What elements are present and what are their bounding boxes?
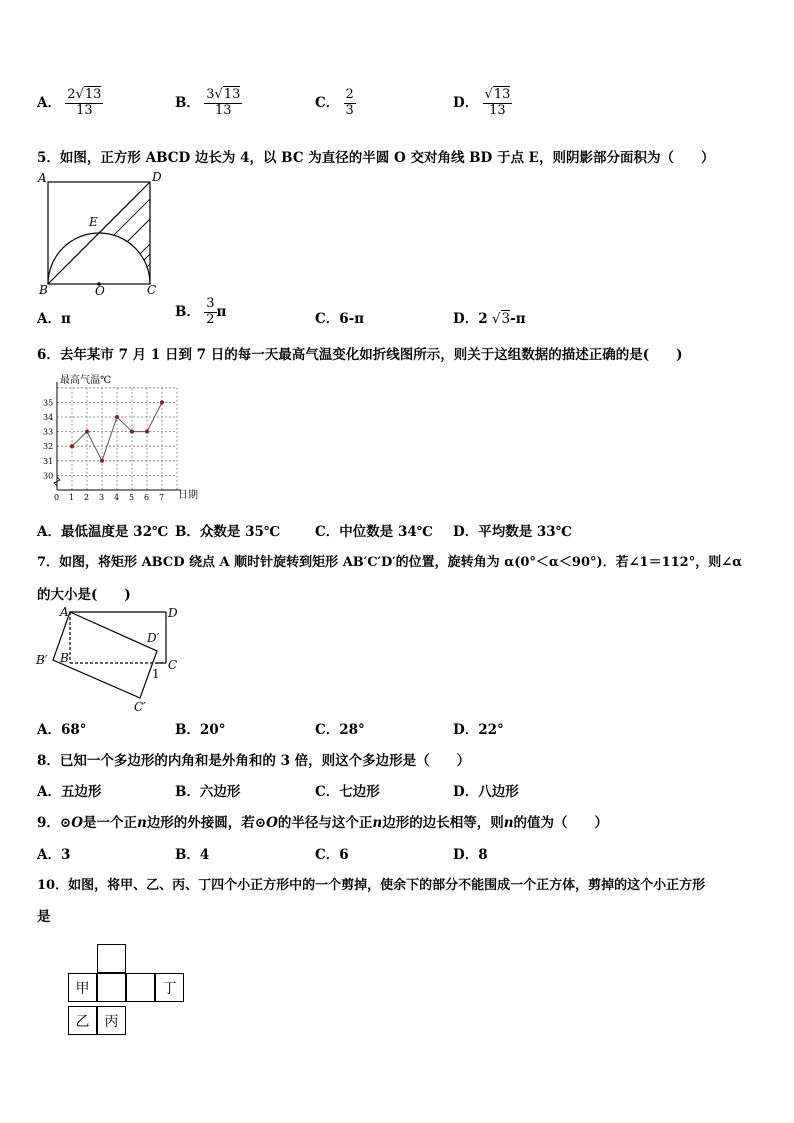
net-cell-bing[interactable]: 丙 bbox=[97, 1006, 126, 1035]
q8-option-b[interactable]: B．六边形 bbox=[175, 784, 241, 800]
option-label: C． bbox=[315, 847, 340, 863]
x-tick-label: 1 bbox=[69, 493, 75, 502]
q8-stem: 8．已知一个多边形的内角和是外角和的 3 倍，则这个多边形是（ ） bbox=[37, 753, 471, 769]
q7-stem-line2: 的大小是( ) bbox=[37, 587, 131, 603]
fraction: $\frac{2}{3}$ bbox=[345, 87, 354, 118]
option-label: A． bbox=[37, 784, 61, 800]
q10-stem-line1: 10．如图，将甲、乙、丙、丁四个小正方形中的一个剪掉，使余下的部分不能围成一个正方体，剪掉的这个小正方形 bbox=[37, 878, 706, 893]
q5-option-d[interactable]: D．2 √3-π bbox=[453, 311, 526, 327]
q6-option-a[interactable]: A．最低温度是 32℃ bbox=[37, 524, 169, 540]
option-label: A． bbox=[37, 524, 61, 540]
q7-option-d[interactable]: D．22° bbox=[453, 722, 504, 738]
q7-option-a[interactable]: A．68° bbox=[37, 722, 87, 738]
x-tick-label: 3 bbox=[99, 493, 105, 502]
data-point bbox=[70, 444, 74, 448]
net-cell-yi[interactable]: 乙 bbox=[68, 1006, 97, 1035]
q8-option-a[interactable]: A．五边形 bbox=[37, 784, 102, 800]
q7-option-b[interactable]: B．20° bbox=[175, 722, 226, 738]
label-d: D bbox=[152, 170, 162, 184]
q7-option-c[interactable]: C．28° bbox=[315, 722, 365, 738]
label-c-prime: C′ bbox=[134, 700, 146, 714]
fraction: $\frac{2√13}{13}$ bbox=[67, 87, 102, 118]
x-tick-label: 5 bbox=[129, 493, 135, 502]
q6-option-c[interactable]: C．中位数是 34℃ bbox=[315, 524, 433, 540]
net-cell-middle bbox=[97, 973, 126, 1002]
option-label: C． bbox=[315, 311, 340, 327]
net-cell-jia[interactable]: 甲 bbox=[68, 973, 97, 1002]
x-tick-label: 2 bbox=[84, 493, 90, 502]
option-label: D． bbox=[453, 524, 479, 540]
x-tick-label: 0 bbox=[54, 493, 60, 502]
label-b: B bbox=[39, 283, 48, 296]
q6-stem: 6．去年某市 7 月 1 日到 7 日的每一天最高气温变化如折线图所示，则关于这组数据的描述正确的是( ) bbox=[37, 347, 683, 363]
x-tick-label: 4 bbox=[114, 493, 120, 502]
option-label: A． bbox=[37, 847, 61, 863]
fraction: $\frac{√13}{13}$ bbox=[484, 87, 511, 118]
q8-option-d[interactable]: D．八边形 bbox=[453, 784, 519, 800]
q9-option-c[interactable]: C．6 bbox=[315, 847, 349, 863]
option-label: B． bbox=[175, 94, 200, 111]
option-label: C． bbox=[315, 784, 340, 800]
q5-option-c[interactable]: C．6-π bbox=[315, 311, 365, 327]
y-tick-label: 31 bbox=[43, 456, 54, 466]
q9-option-b[interactable]: B．4 bbox=[175, 847, 210, 863]
data-point bbox=[145, 430, 149, 434]
net-cell-blank bbox=[126, 973, 155, 1002]
x-axis-label: 日期 bbox=[178, 490, 198, 501]
option-label: A． bbox=[37, 722, 61, 738]
q5-stem: 5．如图，正方形 ABCD 边长为 4，以 BC 为直径的半圆 O 交对角线 BD 于点 E，则阴影部分面积为（ ） bbox=[37, 150, 715, 166]
label-a: A bbox=[38, 171, 47, 185]
option-label: B． bbox=[175, 722, 200, 738]
q6-line-chart bbox=[40, 372, 210, 504]
option-label: C． bbox=[315, 524, 340, 540]
option-label: B． bbox=[175, 303, 200, 320]
q5-option-b[interactable]: B． $\frac{3}{2}$ π bbox=[175, 296, 227, 327]
q10-stem-line2: 是 bbox=[37, 909, 51, 925]
y-tick-label: 30 bbox=[43, 471, 54, 481]
label-c: C bbox=[147, 283, 157, 296]
q4-option-b[interactable] bbox=[175, 88, 242, 119]
y-tick-label: 35 bbox=[43, 398, 54, 408]
option-label: D． bbox=[453, 847, 479, 863]
net-cell-top bbox=[97, 944, 126, 973]
option-label: A． bbox=[37, 94, 61, 111]
q5-option-a[interactable]: A．π bbox=[37, 311, 71, 327]
fraction: $\frac{3}{2}$ bbox=[206, 296, 215, 327]
label-b-prime: B′ bbox=[36, 653, 48, 667]
data-point bbox=[160, 400, 164, 404]
q4-option-d[interactable] bbox=[453, 88, 512, 119]
y-tick-label: 34 bbox=[43, 413, 54, 422]
q9-option-a[interactable]: A．3 bbox=[37, 847, 71, 863]
label-d-prime: D′ bbox=[147, 631, 160, 645]
y-tick-label: 33 bbox=[43, 427, 54, 437]
label-o: O bbox=[95, 284, 105, 296]
data-point bbox=[130, 430, 134, 434]
option-label: C． bbox=[315, 722, 340, 738]
label-a: A bbox=[60, 605, 69, 619]
option-label: B． bbox=[175, 847, 200, 863]
q7-stem-line1: 7．如图，将矩形 ABCD 绕点 A 顺时针旋转到矩形 AB′C′D′的位置，旋转角为 α(0°＜α＜90°)．若∠1＝112°，则∠α bbox=[37, 555, 743, 570]
label-c: C bbox=[168, 658, 178, 672]
option-label: C． bbox=[315, 94, 340, 111]
x-tick-label: 6 bbox=[144, 493, 150, 502]
q9-option-d[interactable]: D．8 bbox=[453, 847, 488, 863]
option-label: D． bbox=[453, 311, 479, 327]
net-cell-ding[interactable]: 丁 bbox=[155, 973, 184, 1002]
q4-option-a[interactable] bbox=[37, 88, 103, 119]
q8-option-c[interactable]: C．七边形 bbox=[315, 784, 380, 800]
q5-figure bbox=[36, 168, 166, 296]
label-e: E bbox=[89, 215, 98, 229]
data-point bbox=[85, 430, 89, 434]
label-angle-1: 1 bbox=[152, 667, 160, 681]
q6-option-b[interactable]: B．众数是 35℃ bbox=[175, 524, 281, 540]
option-label: D． bbox=[453, 784, 479, 800]
label-d: D bbox=[168, 606, 178, 620]
data-point bbox=[115, 415, 119, 419]
q9-stem: 9．⊙O是一个正n边形的外接圆，若⊙O的半径与这个正n边形的边长相等，则n的值为（ ） bbox=[37, 815, 609, 831]
q4-option-c[interactable] bbox=[315, 88, 356, 119]
option-label: B． bbox=[175, 524, 200, 540]
q7-figure bbox=[34, 604, 184, 716]
option-label: A． bbox=[37, 311, 61, 327]
data-point bbox=[100, 459, 104, 463]
option-label: B． bbox=[175, 784, 200, 800]
y-tick-label: 32 bbox=[43, 442, 54, 452]
label-b: B bbox=[60, 651, 69, 665]
chart-title: 最高气温℃ bbox=[60, 375, 112, 386]
option-label: D． bbox=[453, 722, 479, 738]
x-tick-label: 7 bbox=[159, 493, 165, 502]
fraction: $\frac{3√13}{13}$ bbox=[206, 87, 241, 118]
q6-option-d[interactable]: D．平均数是 33℃ bbox=[453, 524, 572, 540]
option-label: D． bbox=[453, 94, 479, 111]
